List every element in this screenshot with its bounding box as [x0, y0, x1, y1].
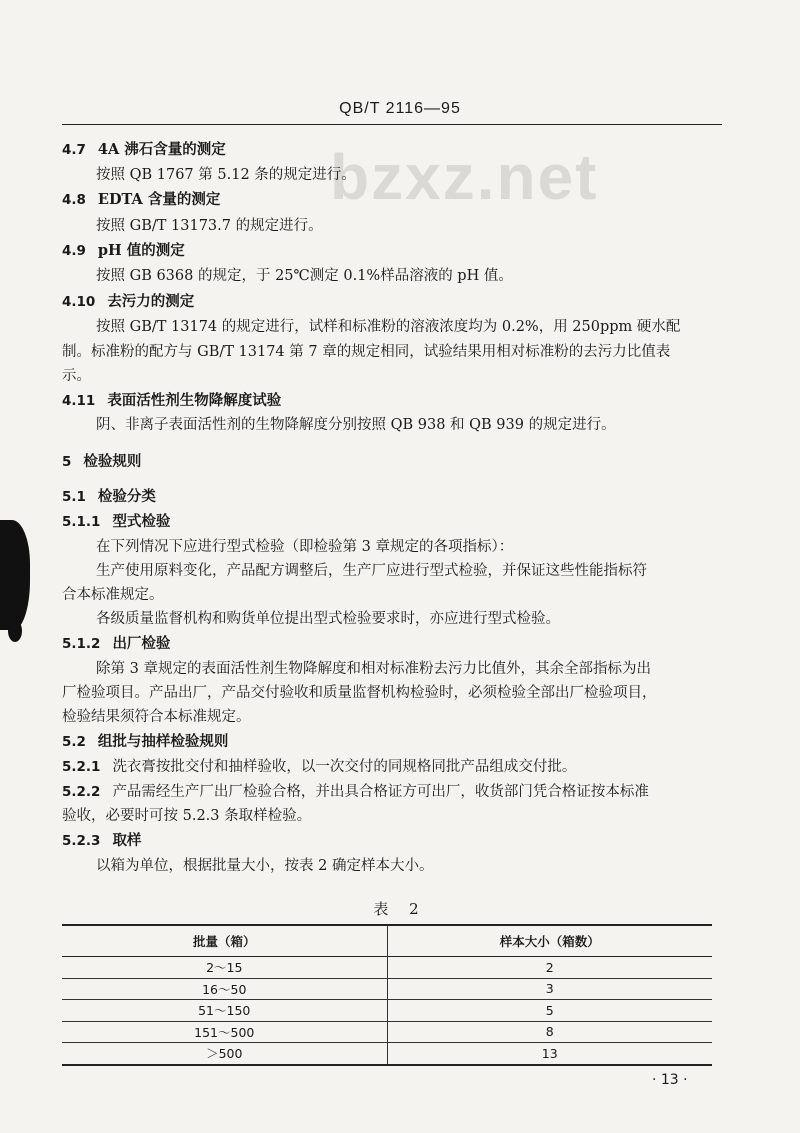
numbered-clause: 5.2.2 产品需经生产厂出厂检验合格，并出具合格证方可出厂，收货部门凭合格证按本标准	[62, 784, 649, 800]
sample-size-cell: 2	[545, 959, 554, 975]
paragraph-line: 厂检验项目。产品出厂，产品交付验收和质量监督机构检验时，必须检验全部出厂检验项目，	[62, 685, 657, 701]
page-number: · 13 ·	[652, 1072, 688, 1088]
scan-ink-spot	[8, 620, 22, 642]
batch-size-cell: 16～50	[62, 978, 387, 1000]
sample-size-table	[62, 924, 712, 1066]
section-heading: 4.8 EDTA 含量的测定	[62, 191, 221, 208]
table-row	[62, 1021, 712, 1043]
table-caption: 表 2	[373, 900, 427, 918]
paragraph-line: 阴、非离子表面活性剂的生物降解度分别按照 QB 938 和 QB 939 的规定进行。	[96, 417, 616, 433]
section-heading: 4.9 pH 值的测定	[62, 242, 185, 259]
section-heading: 5.1.2 出厂检验	[62, 635, 171, 652]
header-sample-size: 样本大小（箱数）	[499, 934, 600, 949]
section-heading: 5.2 组批与抽样检验规则	[62, 733, 229, 750]
paragraph-line: 检验结果须符合本标准规定。	[62, 709, 251, 725]
sample-size-cell: 13	[541, 1045, 558, 1061]
paragraph-line: 以箱为单位，根据批量大小，按表 2 确定样本大小。	[96, 858, 434, 874]
numbered-clause: 5.2.1 洗衣膏按批交付和抽样验收，以一次交付的同规格同批产品组成交付批。	[62, 759, 577, 775]
paragraph-line: 验收，必要时可按 5.2.3 条取样检验。	[62, 808, 312, 824]
section-heading: 5.2.3 取样	[62, 832, 142, 849]
paragraph-line: 制。标准粉的配方与 GB/T 13174 第 7 章的规定相同，试验结果用相对标准粉的去污力比值表	[62, 344, 671, 360]
batch-size-cell: 2～15	[62, 957, 387, 979]
sample-size-cell: 5	[545, 1002, 554, 1018]
paragraph-line: 生产使用原料变化，产品配方调整后，生产厂应进行型式检验，并保证这些性能指标符	[96, 563, 647, 579]
watermark: bzxz.net	[330, 141, 599, 213]
section-heading: 5.1 检验分类	[62, 488, 156, 505]
paragraph-line: 按照 GB/T 13174 的规定进行，试样和标准粉的溶液浓度均为 0.2%，用 250ppm 硬水配	[96, 319, 681, 335]
paragraph-line: 除第 3 章规定的表面活性剂生物降解度和相对标准粉去污力比值外，其余全部指标为出	[96, 661, 651, 677]
paragraph-line: 合本标准规定。	[62, 587, 164, 603]
table-row	[62, 1000, 712, 1022]
paragraph-line: 在下列情况下应进行型式检验（即检验第 3 章规定的各项指标）：	[96, 539, 514, 555]
section-heading: 5.1.1 型式检验	[62, 513, 171, 530]
batch-size-cell: 51～150	[62, 1000, 387, 1022]
chapter-heading: 5 检验规则	[62, 453, 142, 470]
header-rule	[62, 124, 722, 125]
sample-size-cell: 8	[545, 1024, 554, 1040]
section-heading: 4.11 表面活性剂生物降解度试验	[62, 392, 282, 409]
paragraph-line: 按照 GB/T 13173.7 的规定进行。	[96, 218, 323, 234]
scan-ink-blot	[0, 520, 30, 630]
batch-size-cell: 151～500	[62, 1021, 387, 1043]
section-heading: 4.10 去污力的测定	[62, 293, 195, 310]
header-batch-size: 批量（箱）	[62, 925, 387, 957]
paragraph-line: 各级质量监督机构和购货单位提出型式检验要求时，亦应进行型式检验。	[96, 611, 560, 627]
paragraph-line: 按照 GB 6368 的规定，于 25℃测定 0.1%样品溶液的 pH 值。	[96, 268, 513, 284]
table-row	[62, 978, 712, 1000]
table-row	[62, 957, 712, 979]
batch-size-cell: ＞500	[62, 1043, 387, 1065]
standard-code-header: QB/T 2116—95	[339, 100, 461, 117]
section-heading: 4.7 4A 沸石含量的测定	[62, 141, 226, 158]
paragraph-line: 按照 QB 1767 第 5.12 条的规定进行。	[96, 167, 356, 183]
sample-size-cell: 3	[545, 981, 554, 997]
table-header-row	[62, 925, 712, 957]
table-row	[62, 1043, 712, 1065]
paragraph-line: 示。	[62, 368, 91, 384]
